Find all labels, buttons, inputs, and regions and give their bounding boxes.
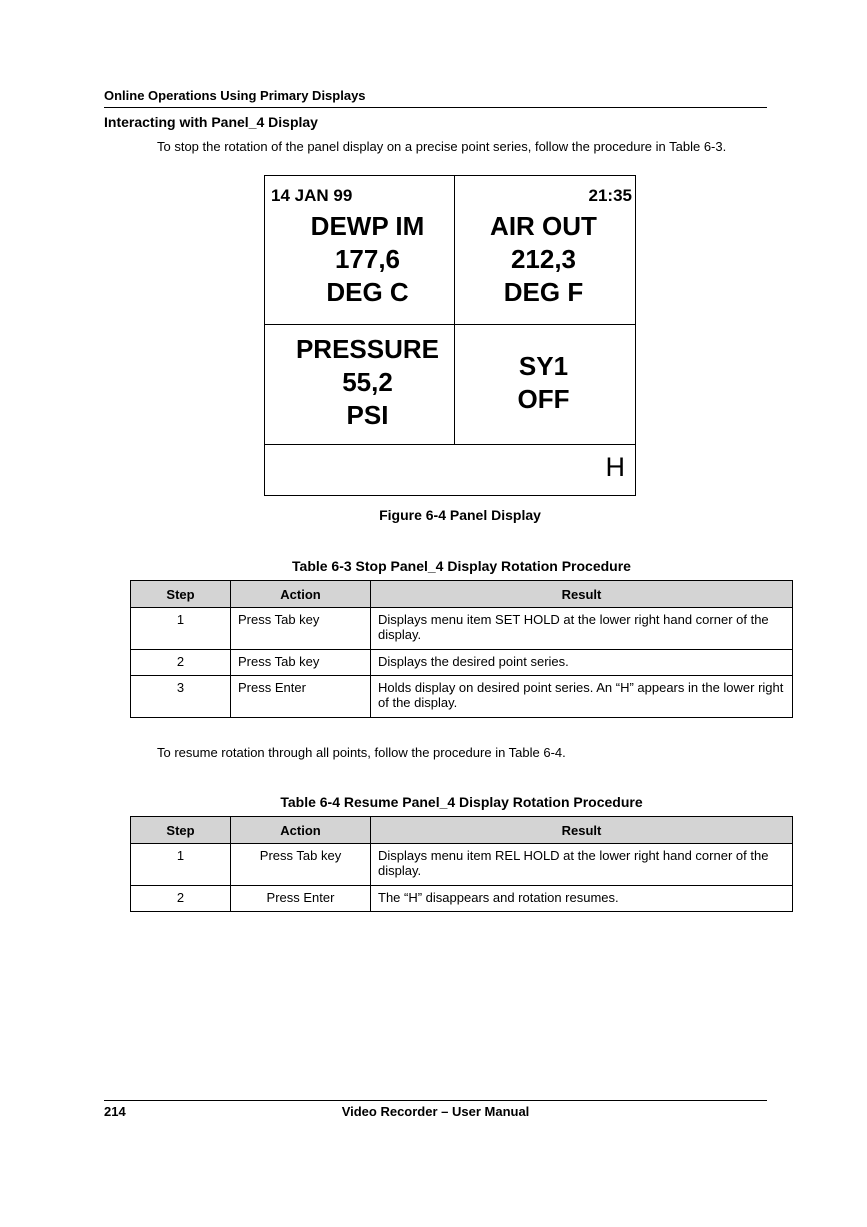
action-cell: Press Tab key (231, 650, 371, 676)
panel-point-pressure (265, 333, 470, 432)
table-6-4-caption: Table 6-4 Resume Panel_4 Display Rotation Procedure (280, 794, 643, 810)
point-name: PRESSURE (295, 334, 440, 364)
panel-middle-divider (265, 324, 635, 325)
point-unit: DEG C (326, 277, 409, 307)
result-cell: The “H” disappears and rotation resumes. (371, 886, 793, 912)
column-header-action: Action (231, 817, 371, 844)
column-header-result: Result (371, 581, 793, 608)
point-value: 212,3 (510, 244, 577, 274)
table-row (131, 608, 793, 650)
point-value: 177,6 (334, 244, 401, 274)
action-cell: Press Tab key (231, 608, 371, 650)
table-6-3-caption: Table 6-3 Stop Panel_4 Display Rotation Procedure (292, 558, 631, 574)
point-state: OFF (517, 384, 570, 414)
intro-paragraph: To stop the rotation of the panel display on a precise point series, follow the procedure in Table 6-3. (157, 139, 727, 154)
table-6-4 (130, 816, 793, 912)
point-unit: PSI (346, 400, 389, 430)
point-name: DEWP IM (310, 211, 425, 241)
figure-caption: Figure 6-4 Panel Display (379, 507, 541, 523)
result-cell: Holds display on desired point series. An “H” appears in the lower right of the display. (371, 676, 793, 718)
panel-point-air-out (455, 210, 632, 309)
step-cell: 2 (131, 886, 231, 912)
action-cell: Press Enter (231, 886, 371, 912)
table-header-row (131, 581, 793, 608)
step-cell: 1 (131, 608, 231, 650)
panel-display-figure (264, 175, 636, 496)
result-cell: Displays the desired point series. (371, 650, 793, 676)
footer-manual-title: Video Recorder – User Manual (341, 1104, 530, 1119)
hold-indicator: H (605, 452, 625, 482)
panel-time: 21:35 (588, 186, 632, 205)
point-name: SY1 (518, 351, 569, 381)
step-cell: 3 (131, 676, 231, 718)
page-number: 214 (104, 1104, 126, 1119)
resume-paragraph: To resume rotation through all points, follow the procedure in Table 6-4. (157, 745, 566, 760)
panel-date: 14 JAN 99 (271, 186, 353, 205)
point-unit: DEG F (503, 277, 584, 307)
table-row (131, 886, 793, 912)
column-header-action: Action (231, 581, 371, 608)
table-row (131, 650, 793, 676)
step-cell: 2 (131, 650, 231, 676)
section-title: Interacting with Panel_4 Display (104, 114, 318, 130)
panel-point-sy1 (455, 350, 632, 416)
point-name: AIR OUT (490, 211, 597, 241)
column-header-result: Result (371, 817, 793, 844)
table-row (131, 676, 793, 718)
panel-bottom-divider (265, 444, 635, 445)
result-cell: Displays menu item SET HOLD at the lower right hand corner of the display. (371, 608, 793, 650)
table-6-3 (130, 580, 793, 718)
header-rule (104, 107, 767, 108)
step-cell: 1 (131, 844, 231, 886)
action-cell: Press Enter (231, 676, 371, 718)
point-value: 55,2 (342, 367, 393, 397)
column-header-step: Step (131, 817, 231, 844)
footer-rule (104, 1100, 767, 1101)
running-header: Online Operations Using Primary Displays (104, 88, 366, 103)
table-row (131, 844, 793, 886)
panel-point-dewp (265, 210, 470, 309)
column-header-step: Step (131, 581, 231, 608)
table-header-row (131, 817, 793, 844)
result-cell: Displays menu item REL HOLD at the lower right hand corner of the display. (371, 844, 793, 886)
action-cell: Press Tab key (231, 844, 371, 886)
